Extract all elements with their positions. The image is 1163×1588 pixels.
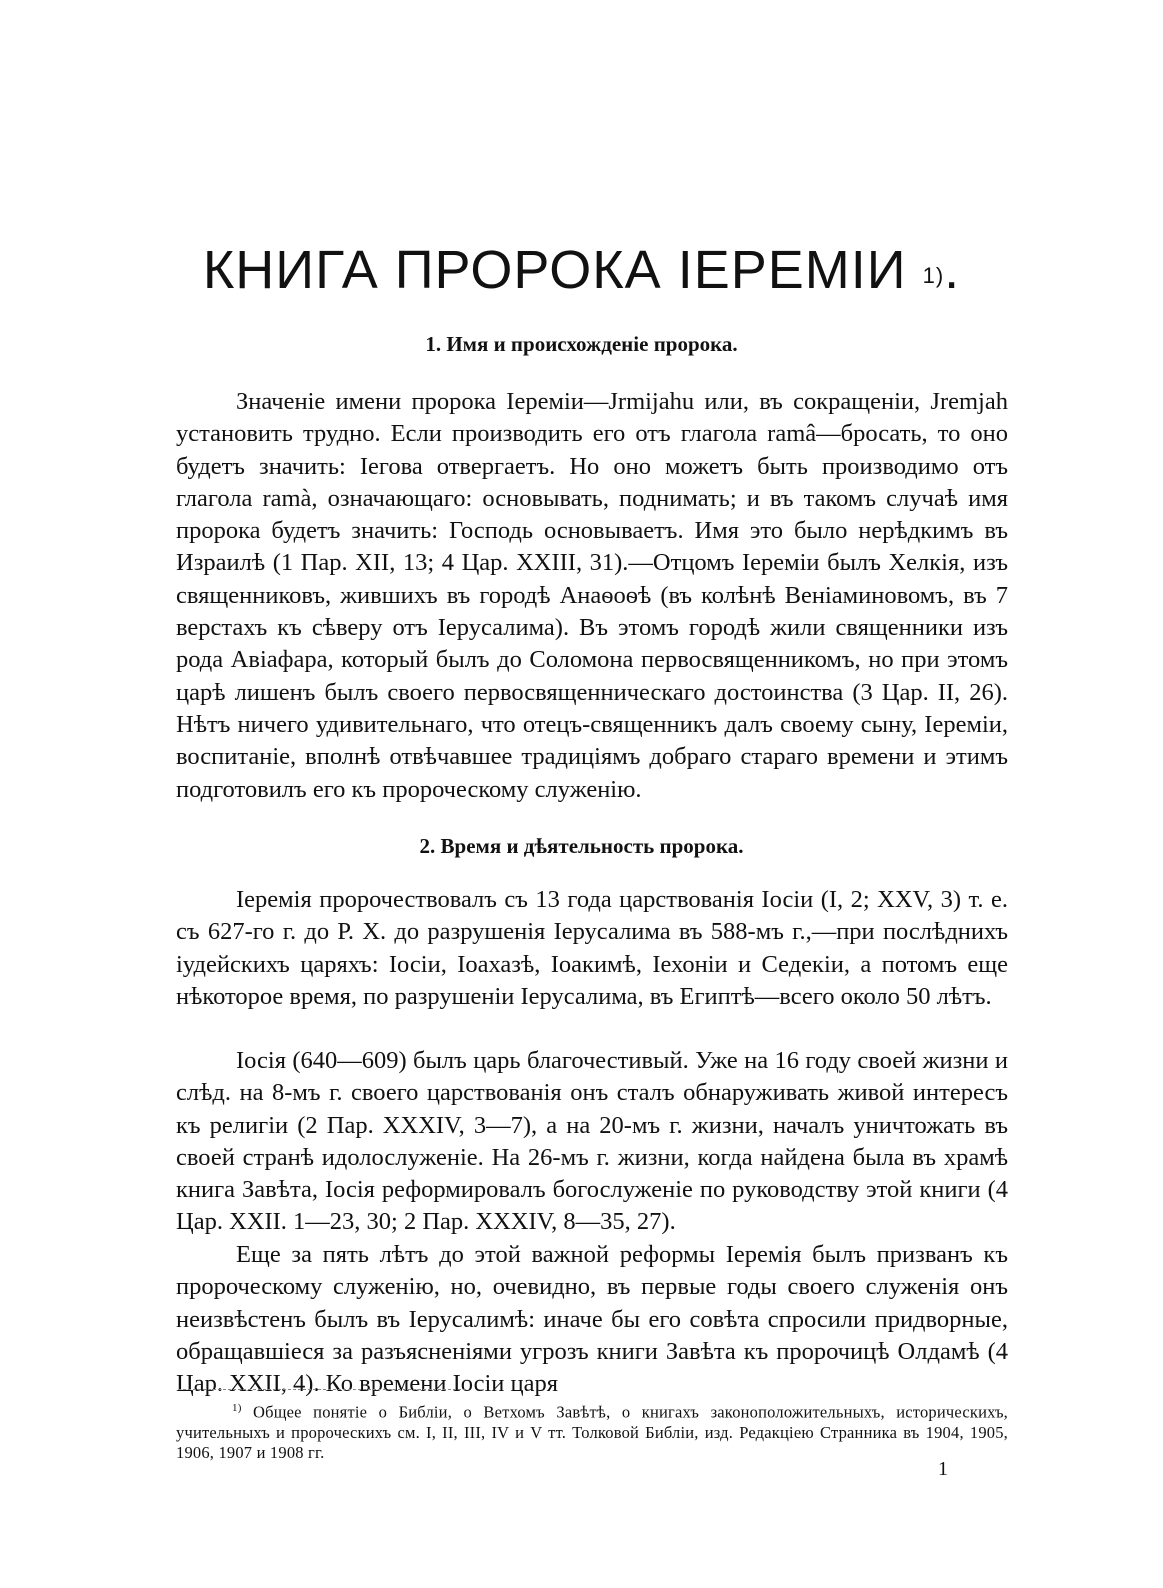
section-heading-origin: 1. Имя и происхожденіе пророка. (425, 332, 738, 356)
paragraph-josiah: Іосія (640—609) былъ царь благочестивый. Уже на 16 году своей жизни и слѣд. на 8-мъ г. своего царствованія онъ сталъ обнаруживать живой интересъ къ религіи (2 Пар. XXXIV, 3—7), а на 20-мъ г. жизни, началъ уничтожать въ своей странѣ идолослуженіе. На 26-мъ г. жизни, когда найдена была въ храмѣ книга Завѣта, Іосія реформировалъ богослуженіе по руководству этой книги (4 Цар. XXII. 1—23, 30; 2 Пар. XXXIV, 8—35, 27). (176, 1047, 1008, 1236)
paragraph-prophecy-period: Іеремія пророчествовалъ съ 13 года царствованія Іосіи (I, 2; XXV, 3) т. е. съ 627-го г. до Р. Х. до разрушенія Іерусалима въ 588-мъ г.,—при послѣднихъ іудейскихъ царяхъ: Іосіи, Іоахазѣ, Іоакимѣ, Іехоніи и Седекіи, а потомъ еще нѣкоторое время, по разрушеніи Іерусалима, въ Египтѣ—всего около 50 лѣтъ. (176, 886, 1008, 1010)
footnote-text: Общее понятіе о Библіи, о Ветхомъ Завѣтѣ, о книгахъ законоположительныхъ, историческихъ, учительныхъ и пророческихъ см. I, II, III, IV и V тт. Толковой Библіи, изд. Редакціею Странника въ 1904, 1905, 1906, 1907 и 1908 гг. (176, 1402, 1008, 1462)
title-footnote-mark: 1) (922, 263, 945, 288)
page-number: 1 (938, 1458, 948, 1480)
page-title-text: КНИГА ПРОРОКА ІЕРЕМІИ (202, 240, 907, 300)
footnote (176, 1398, 1008, 1463)
paragraph-calling: Еще за пять лѣтъ до этой важной реформы Іеремія былъ призванъ къ пророческому служенію, но, очевидно, въ первые годы своего служенія онъ неизвѣстенъ былъ въ Іерусалимѣ: иначе бы его совѣта спросили придворные, обращавшіеся за разъясненіями угрозъ книги Завѣта къ пророчицѣ Олдамѣ (4 Цар. XXII, 4). Ко времени Іосіи царя (176, 1241, 1008, 1398)
footnote-mark: 1) (232, 1402, 242, 1414)
paragraph-name-origin: Значеніе имени пророка Іереміи—Jrmijahu или, въ сокращеніи, Jremjah установить трудно. Если производить его отъ глагола ramâ—бросать, то оно будетъ значить: Іегова отвергаетъ. Но оно можетъ быть производимо отъ глагола ramà, означающаго: основывать, поднимать; и въ такомъ случаѣ имя пророка будетъ значить: Господь основываетъ. Имя это было нерѣдкимъ въ Израилѣ (1 Пар. XII, 13; 4 Цар. XXIII, 31).—Отцомъ Іереміи былъ Хелкія, изъ священниковъ, жившихъ въ городѣ Анаѳоѳѣ (въ колѣнѣ Веніаминовомъ, въ 7 верстахъ къ сѣверу отъ Іерусалима). Въ этомъ городѣ жили священники изъ рода Авіафара, который былъ до Соломона первосвященникомъ, но при этомъ царѣ лишенъ былъ своего первосвященническаго достоинства (3 Цар. II, 26). Нѣтъ ничего удивительнаго, что отецъ-священникъ далъ своему сыну, Іереміи, воспитаніе, вполнѣ отвѣчавшее традиціямъ добраго стараго времени и этимъ подготовилъ его къ пророческому служенію. (176, 388, 1008, 803)
footnote-divider (178, 1389, 466, 1390)
page-title (0, 238, 1163, 302)
title-period: . (944, 240, 961, 300)
section-heading-time-activity: 2. Время и дѣятельность пророка. (419, 834, 744, 858)
